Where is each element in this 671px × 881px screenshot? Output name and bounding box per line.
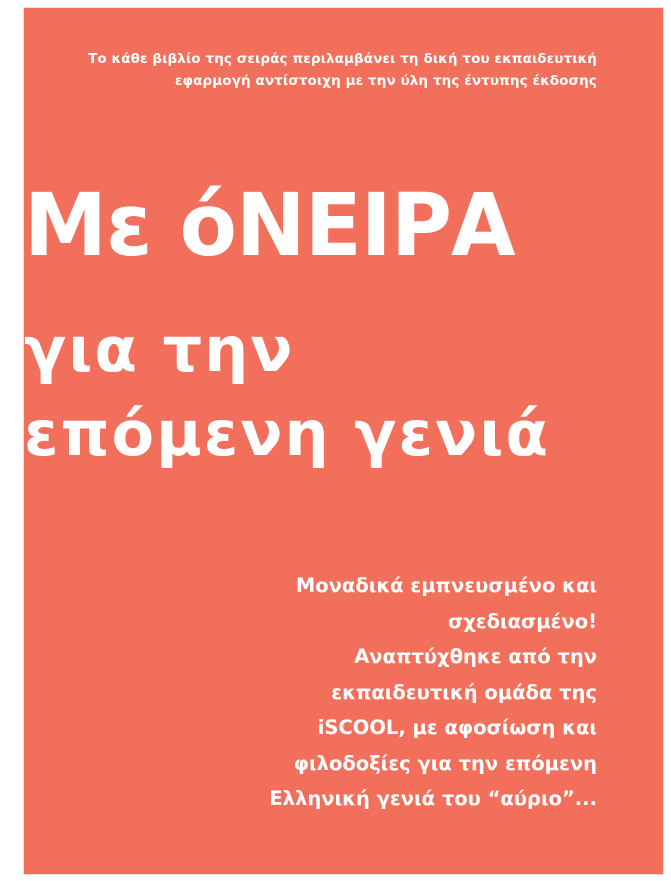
description-line: Αναπτύχθηκε από την [354,645,597,668]
intro-text [37,48,597,92]
intro-line: εφαρμογή αντίστοιχη με την ύλη της έντυπης έκδοσης [174,73,597,89]
description-line: εκπαιδευτική ομάδα της [331,680,597,704]
headline-sub-line: επόμενη γενιά [24,397,550,470]
headline-sub-line: για την [24,313,295,386]
intro-line: Το κάθε βιβλίο της σειράς περιλαμβάνει τη δική του εκπαιδευτική [88,51,597,67]
cover-panel [24,8,663,874]
description-line: φιλοδοξίες για την επόμενη [293,751,597,775]
description-line: iSCOOL, με αφοσίωση και [317,716,597,739]
description-line: σχεδιασμένο! [448,609,597,633]
headline-sub [24,308,550,476]
description-line: Ελληνική γενιά του “αύριο”... [269,787,597,810]
description-line: Μοναδικά εμπνευσμένο και [295,574,597,597]
headline-main: Με όΝΕΙΡΑ [24,176,515,276]
description-text [177,568,597,817]
